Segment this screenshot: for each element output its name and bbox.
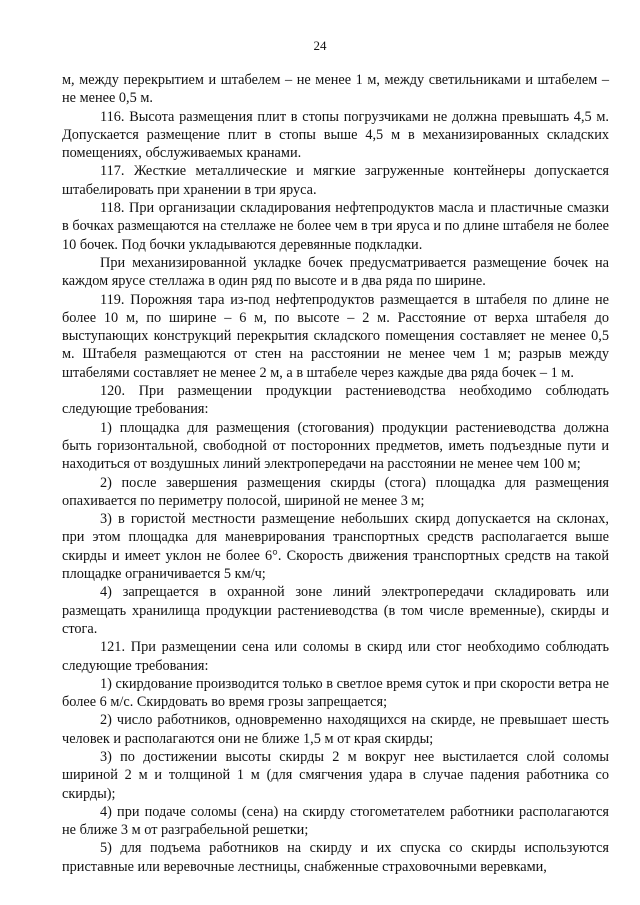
paragraph-continuation: м, между перекрытием и штабелем – не менее 1 м, между светильниками и штабелем – не менее 0,5 м.	[62, 72, 609, 107]
document-body	[62, 71, 609, 876]
paragraph-117: 117. Жесткие металлические и мягкие загруженные контейнеры допускается штабелировать при хранении в три яруса.	[62, 163, 609, 198]
paragraph-120: 120. При размещении продукции растениеводства необходимо соблюдать следующие требования:	[62, 383, 609, 418]
paragraph-120-item-2: 2) после завершения размещения скирды (стога) площадка для размещения опахивается по периметру полосой, шириной не менее 3 м;	[62, 474, 609, 509]
paragraph-120-item-4: 4) запрещается в охранной зоне линий электропередачи складировать или размещать хранилища продукции растениеводства (в том числе временные), скирды и стога.	[62, 584, 609, 637]
paragraph-121: 121. При размещении сена или соломы в скирд или стог необходимо соблюдать следующие требования:	[62, 639, 609, 674]
paragraph-121-item-1: 1) скирдование производится только в светлое время суток и при скорости ветра не более 6 м/с. Скирдовать во время грозы запрещается;	[62, 675, 609, 711]
paragraph-121-item-2: 2) число работников, одновременно находящихся на скирде, не превышает шесть человек и располагаются они не ближе 1,5 м от края скирды;	[62, 712, 609, 747]
page-number: 24	[313, 38, 327, 53]
paragraph-118-barrels: При механизированной укладке бочек предусматривается размещение бочек на каждом ярусе стеллажа в один ряд по высоте и в два ряда по ширине.	[62, 254, 609, 290]
paragraph-121-item-3: 3) по достижении высоты скирды 2 м вокруг нее выстилается слой соломы шириной 2 м и толщиной 1 м (для смягчения удара в случае падения работника со скирды);	[62, 748, 609, 802]
paragraph-119: 119. Порожняя тара из-под нефтепродуктов размещается в штабеля по длине не более 10 м, по ширине – 6 м, по высоте – 2 м. Расстояние от верха штабеля до выступающих конструкций перекрытия складского помещения составляет не менее 0,5 м. Штабеля размещаются от стен на расстоянии не менее чем 1 м; разрыв между штабелями составляет не менее 2 м, а в штабеле через каждые два ряда бочек – 1 м.	[62, 291, 609, 381]
paragraph-121-item-4: 4) при подаче соломы (сена) на скирду стогометателем работники располагаются не ближе 3 м от разграбельной решетки;	[62, 803, 609, 839]
paragraph-118: 118. При организации складирования нефтепродуктов масла и пластичные смазки в бочках размещаются на стеллаже не более чем в три яруса и по длине штабеля не более 10 бочек. Под бочки укладываются деревянные подкладки.	[62, 200, 609, 253]
paragraph-121-item-5: 5) для подъема работников на скирду и их спуска со скирды используются приставные или веревочные лестницы, снабженные страховочными веревками,	[62, 840, 609, 875]
paragraph-120-item-3: 3) в гористой местности размещение небольших скирд допускается на склонах, при этом площадка для маневрирования транспортных средств располагается выше скирды и имеет уклон не более 6°. Скорость движения транспортных средств на такой площадке ограничивается 5 км/ч;	[62, 511, 609, 583]
paragraph-116: 116. Высота размещения плит в стопы погрузчиками не должна превышать 4,5 м. Допускается размещение плит в стопы выше 4,5 м в механизированных складских помещениях, обслуживаемых кранами.	[62, 108, 609, 162]
paragraph-120-item-1: 1) площадка для размещения (стогования) продукции растениеводства должна быть горизонтальной, свободной от посторонних предметов, иметь подъездные пути и находиться от воздушных линий электропередачи на расстоянии не менее чем 100 м;	[62, 419, 609, 473]
